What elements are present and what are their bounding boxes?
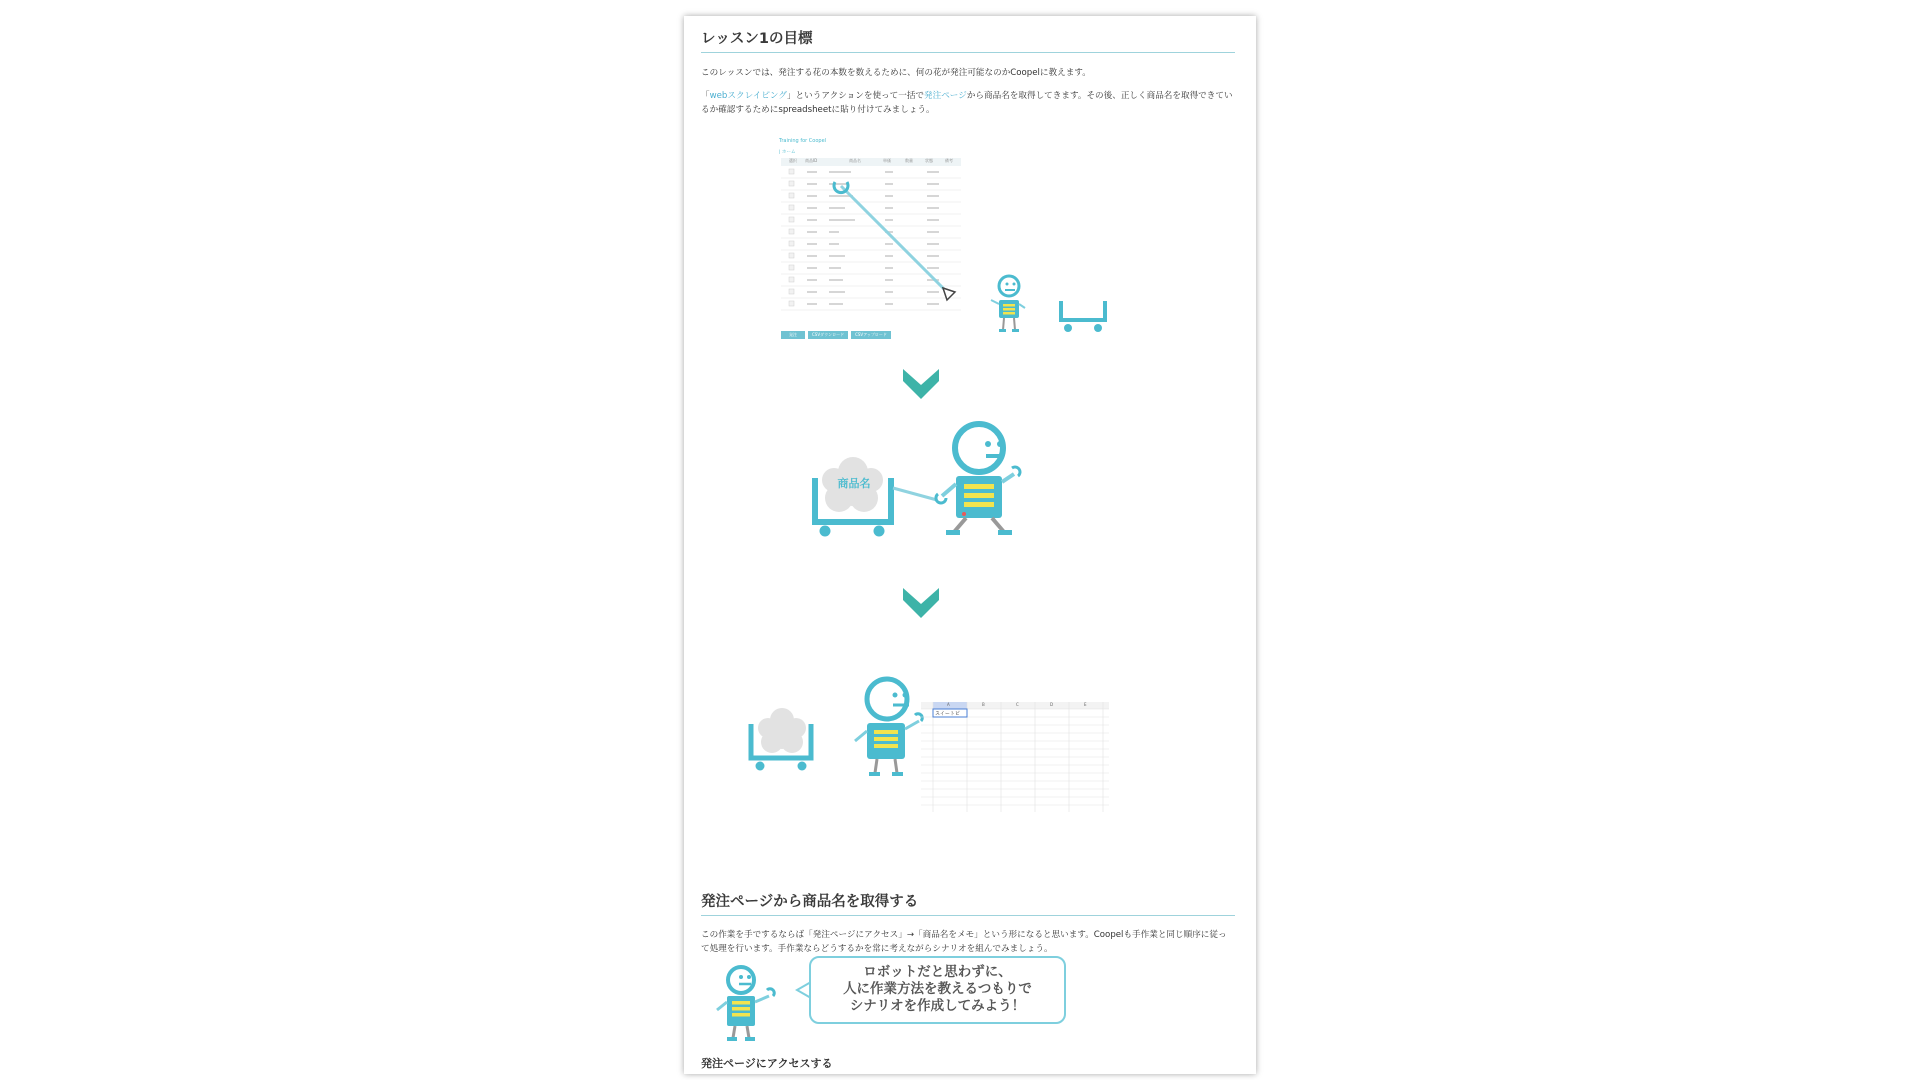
- paragraph-text: 」というアクションを使って一括で: [786, 91, 925, 101]
- screenshot-title: Training for Coopel: [779, 138, 827, 144]
- quote-open: 「: [701, 91, 710, 101]
- order-button: 発注: [781, 331, 805, 339]
- web-scraping-link[interactable]: webスクレイピング: [709, 91, 787, 101]
- bubble-line-1: ロボットだと思わずに、: [863, 964, 1012, 980]
- lesson-title: レッスン1の目標: [701, 27, 1235, 53]
- screenshot-breadcrumb: | ホーム: [779, 150, 796, 155]
- robot-arm-line: [831, 176, 971, 306]
- screenshot-table-header: [781, 158, 961, 166]
- paragraph-text-rest: から商品名を取得してきます。その後、正しく商品名を取得できているか確認するためにspreadsheetに貼り付けてみましょう。: [701, 91, 1233, 115]
- section-title: 発注ページから商品名を取得する: [701, 890, 1235, 916]
- th-id: 商品ID: [805, 158, 818, 163]
- cursor-icon: [943, 288, 955, 300]
- bubble-line-3: シナリオを作成してみよう！: [849, 998, 1026, 1014]
- speech-bubble: [809, 956, 1066, 1024]
- th-select: 選択: [789, 158, 797, 163]
- sheet-col-e: E: [1084, 702, 1087, 707]
- document-page: [684, 16, 1256, 1074]
- spreadsheet-grid: [921, 702, 1109, 812]
- product-cart-icon: [809, 450, 899, 538]
- robot-small-1-icon: [987, 274, 1029, 336]
- spreadsheet-preview: [921, 702, 1109, 812]
- csv-download-button: CSVダウンロード: [808, 331, 848, 339]
- th-qty: 数量: [905, 158, 913, 163]
- bubble-line-2: 人に作業方法を教えるつもりで: [843, 981, 1032, 997]
- chevron-down-icon-2: [901, 586, 941, 620]
- cloud-cart-icon: [746, 706, 822, 772]
- th-price: 単価: [883, 158, 891, 163]
- sheet-col-b: B: [982, 702, 985, 707]
- section-paragraph: この作業を手でするならば「発注ページにアクセス」→「商品名をメモ」という形になると思います。Coopelも手作業と同じ順序に従って処理を行います。手作業ならどうするかを常に考えながらシナリオを組んでみましょう。: [701, 930, 1227, 954]
- sheet-col-c: C: [1016, 702, 1019, 707]
- cloud-label: 商品名: [837, 477, 871, 490]
- robot-large-icon: [934, 420, 1026, 538]
- lesson-detail-paragraph: [701, 89, 1235, 117]
- sheet-col-d: D: [1050, 702, 1054, 707]
- screenshot-buttons: [781, 331, 891, 339]
- sheet-col-a: A: [947, 702, 950, 707]
- sheet-cell-a1: スイートピ: [935, 711, 960, 717]
- th-note: 備考: [945, 158, 953, 163]
- lesson-intro-paragraph: このレッスンでは、発注する花の本数を数えるために、何の花が発注可能なのかCoopelに教えます。: [701, 68, 1091, 78]
- subsection-heading: 発注ページにアクセスする: [701, 1057, 833, 1070]
- empty-cart-icon: [1058, 298, 1110, 334]
- chevron-down-icon: [901, 367, 941, 401]
- csv-upload-button: CSVアップロード: [851, 331, 891, 339]
- th-status: 状態: [925, 158, 933, 163]
- robot-presenter-icon: [713, 964, 779, 1044]
- robot-medium-icon: [849, 675, 927, 779]
- order-page-link[interactable]: 発注ページ: [924, 91, 967, 101]
- th-name: 商品名: [849, 158, 861, 163]
